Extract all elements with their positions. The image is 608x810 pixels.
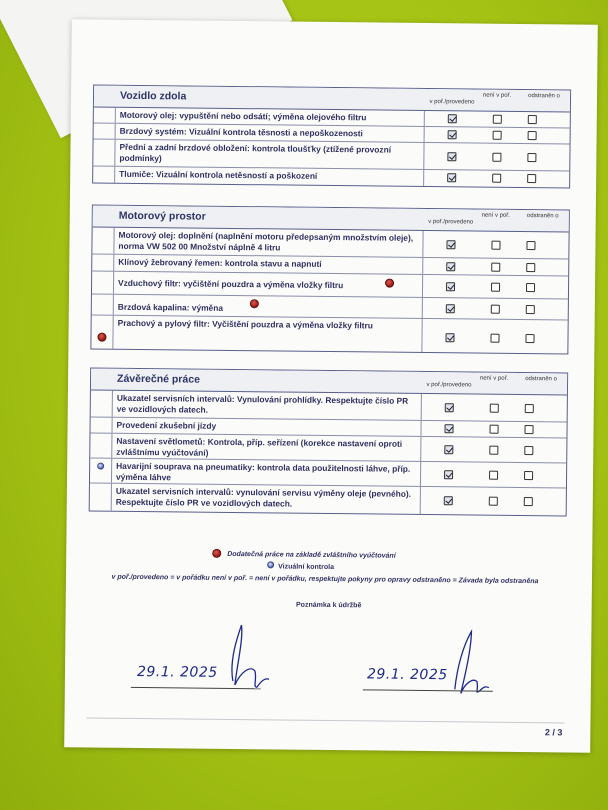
row-divider xyxy=(422,258,423,274)
checkbox-ok[interactable] xyxy=(446,304,455,313)
checkbox-ok[interactable] xyxy=(445,403,454,412)
checkbox-not-ok[interactable] xyxy=(490,425,499,434)
column-header-removed: odstraněn o xyxy=(525,376,557,383)
row-marker-cell xyxy=(90,433,112,457)
column-header-not-ok: není v poř. xyxy=(481,212,510,219)
checkbox-removed[interactable] xyxy=(524,471,533,480)
inspection-sheet xyxy=(64,19,598,752)
row-marker-cell xyxy=(94,108,116,123)
checkbox-ok[interactable] xyxy=(447,173,456,182)
row-divider xyxy=(423,170,424,186)
checkbox-ok[interactable] xyxy=(447,152,456,161)
checkbox-removed[interactable] xyxy=(524,497,533,506)
column-header-ok: v poř./provedeno xyxy=(429,99,475,106)
checkbox-removed[interactable] xyxy=(527,153,536,162)
extra-work-legend-icon xyxy=(212,549,221,558)
section-title: Motorový prostor xyxy=(118,209,206,223)
checkbox-removed[interactable] xyxy=(526,283,535,292)
checkbox-removed[interactable] xyxy=(525,334,534,343)
checkbox-removed[interactable] xyxy=(528,131,537,140)
checkbox-removed[interactable] xyxy=(526,241,535,250)
checkbox-ok[interactable] xyxy=(446,262,455,271)
row-text: Klínový žebrovaný řemen: kontrola stavu a napnutí xyxy=(118,256,322,269)
row-divider xyxy=(422,231,423,257)
row-marker-cell xyxy=(93,166,115,182)
checkbox-removed[interactable] xyxy=(524,446,533,455)
row-marker-cell xyxy=(92,227,114,253)
checklist-row xyxy=(91,315,567,353)
row-text: Vzduchový filtr: vyčištění pouzdra a výměna vložky filtru xyxy=(118,277,344,291)
visual-check-legend-icon xyxy=(267,561,274,568)
checkbox-not-ok[interactable] xyxy=(492,174,501,183)
footer-divider xyxy=(87,717,565,723)
signature-date-right: 29.1. 2025 xyxy=(366,666,448,684)
checkbox-not-ok[interactable] xyxy=(490,334,499,343)
row-marker-cell xyxy=(92,271,114,293)
checkbox-ok[interactable] xyxy=(444,445,453,454)
row-text: Ukazatel servisních intervalů: vynulování servisu výměny oleje (pevného). Respektujte číslo PR ve vozidlových datech. xyxy=(115,485,412,509)
checkbox-not-ok[interactable] xyxy=(492,153,501,162)
checkbox-ok[interactable] xyxy=(445,333,454,342)
checkbox-removed[interactable] xyxy=(525,404,534,413)
row-divider xyxy=(422,275,423,297)
maintenance-note-label: Poznámka k údržbě xyxy=(295,601,362,610)
checkbox-not-ok[interactable] xyxy=(493,131,502,140)
row-text: Nastavení světlometů: Kontrola, příp. seřízení (korekce nastavení oproti zvláštnímu vyúčtování) xyxy=(116,435,403,458)
section-title: Vozidlo zdola xyxy=(119,89,187,103)
extra-work-marker-icon xyxy=(97,333,106,342)
column-header-not-ok: není v poř. xyxy=(479,375,509,382)
checkbox-removed[interactable] xyxy=(526,263,535,272)
row-marker-cell xyxy=(92,254,114,270)
row-text: Motorový olej: doplnění (naplnění motoru předepsaným množstvím oleje), norma VW 502 00 Množství náplně 4 litru xyxy=(118,229,414,253)
checkbox-ok[interactable] xyxy=(445,424,454,433)
row-marker-cell xyxy=(91,390,113,416)
row-marker-cell xyxy=(93,140,115,166)
row-divider xyxy=(420,421,421,436)
section-zaverecne-prace xyxy=(89,367,568,516)
row-divider xyxy=(420,487,421,514)
row-marker-cell xyxy=(92,294,114,314)
column-header-ok: v poř./provedeno xyxy=(428,219,474,226)
section-motorovy-prostor xyxy=(90,204,569,354)
row-text: Provedení zkušební jízdy xyxy=(116,419,217,431)
checkbox-not-ok[interactable] xyxy=(489,497,498,506)
row-divider xyxy=(421,394,422,420)
row-text: Přední a zadní brzdové obložení: kontrola tloušťky (ztížené provozní podmínky) xyxy=(119,141,392,164)
row-text: Motorový olej: vypuštění nebo odsátí; výměna olejového filtru xyxy=(119,109,367,123)
signature-right xyxy=(445,627,492,697)
extra-work-marker-icon xyxy=(250,299,259,308)
checkbox-removed[interactable] xyxy=(528,115,537,124)
row-text: Brzdový systém: Vizuální kontrola těsnosti a nepoškozenosti xyxy=(119,125,363,139)
row-marker-cell xyxy=(90,483,112,510)
row-divider xyxy=(420,437,421,461)
signature-line-right xyxy=(363,689,493,691)
checkbox-not-ok[interactable] xyxy=(490,404,499,413)
row-text: Tlumiče: Vizuální kontrola netěsností a poškození xyxy=(119,168,318,181)
section-vozidlo-zdola xyxy=(92,84,571,188)
legend-extra-work: Dodatečná práce na základě zvláštního vyúčtování xyxy=(227,550,396,560)
extra-work-marker-icon xyxy=(385,279,394,288)
checkbox-not-ok[interactable] xyxy=(491,241,500,250)
row-text: Brzdová kapalina: výměna xyxy=(117,301,224,313)
checkbox-not-ok[interactable] xyxy=(489,446,498,455)
visual-check-marker-icon xyxy=(97,463,104,470)
signature-left xyxy=(221,621,272,694)
checkbox-not-ok[interactable] xyxy=(491,305,500,314)
column-header-removed: odstraněn o xyxy=(526,213,559,220)
checkbox-ok[interactable] xyxy=(448,114,457,123)
row-divider xyxy=(424,127,425,142)
checkbox-not-ok[interactable] xyxy=(493,115,502,124)
signature-line-left xyxy=(131,687,261,689)
legend-visual-check: Vizuální kontrola xyxy=(278,563,335,572)
legend-explanation: v poř./provedeno = v pořádku není v poř. = není v pořádku, respektujte pokyny pro opravy odstraněno = Závada byla odstraněna xyxy=(111,573,539,586)
checkbox-ok[interactable] xyxy=(444,470,453,479)
checkbox-ok[interactable] xyxy=(444,496,453,505)
row-text: Ukazatel servisních intervalů: Vynulování prohlídky. Respektujte číslo PR ve vozidlových datech. xyxy=(116,392,409,415)
row-divider xyxy=(423,143,424,169)
checkbox-ok[interactable] xyxy=(448,130,457,139)
section-title: Závěrečné práce xyxy=(117,372,201,386)
checkbox-ok[interactable] xyxy=(446,240,455,249)
row-divider xyxy=(422,298,423,318)
row-divider xyxy=(420,462,421,486)
column-header-not-ok: není v poř. xyxy=(482,92,512,99)
checkbox-not-ok[interactable] xyxy=(489,471,498,480)
checkbox-removed[interactable] xyxy=(527,174,536,183)
page-number: 2 / 3 xyxy=(544,727,563,738)
row-divider xyxy=(424,111,425,126)
checkbox-ok[interactable] xyxy=(446,282,455,291)
checkbox-not-ok[interactable] xyxy=(491,263,500,272)
checkbox-not-ok[interactable] xyxy=(491,283,500,292)
checkbox-removed[interactable] xyxy=(526,305,535,314)
signature-date-left: 29.1. 2025 xyxy=(136,663,218,681)
checklist-row xyxy=(90,483,566,515)
row-text: Prachový a pylový filtr: Vyčištění pouzdra a výměna vložky filtru xyxy=(117,317,373,331)
column-header-ok: v poř./provedeno xyxy=(426,382,472,389)
row-marker-cell xyxy=(91,417,113,432)
row-marker-cell xyxy=(94,124,116,139)
row-text: Havarijní souprava na pneumatiky: kontrola data použitelnosti láhve, příp. výměna láhve xyxy=(115,460,411,483)
checkbox-removed[interactable] xyxy=(525,425,534,434)
row-divider xyxy=(421,319,422,352)
column-header-removed: odstraněn o xyxy=(528,93,560,100)
